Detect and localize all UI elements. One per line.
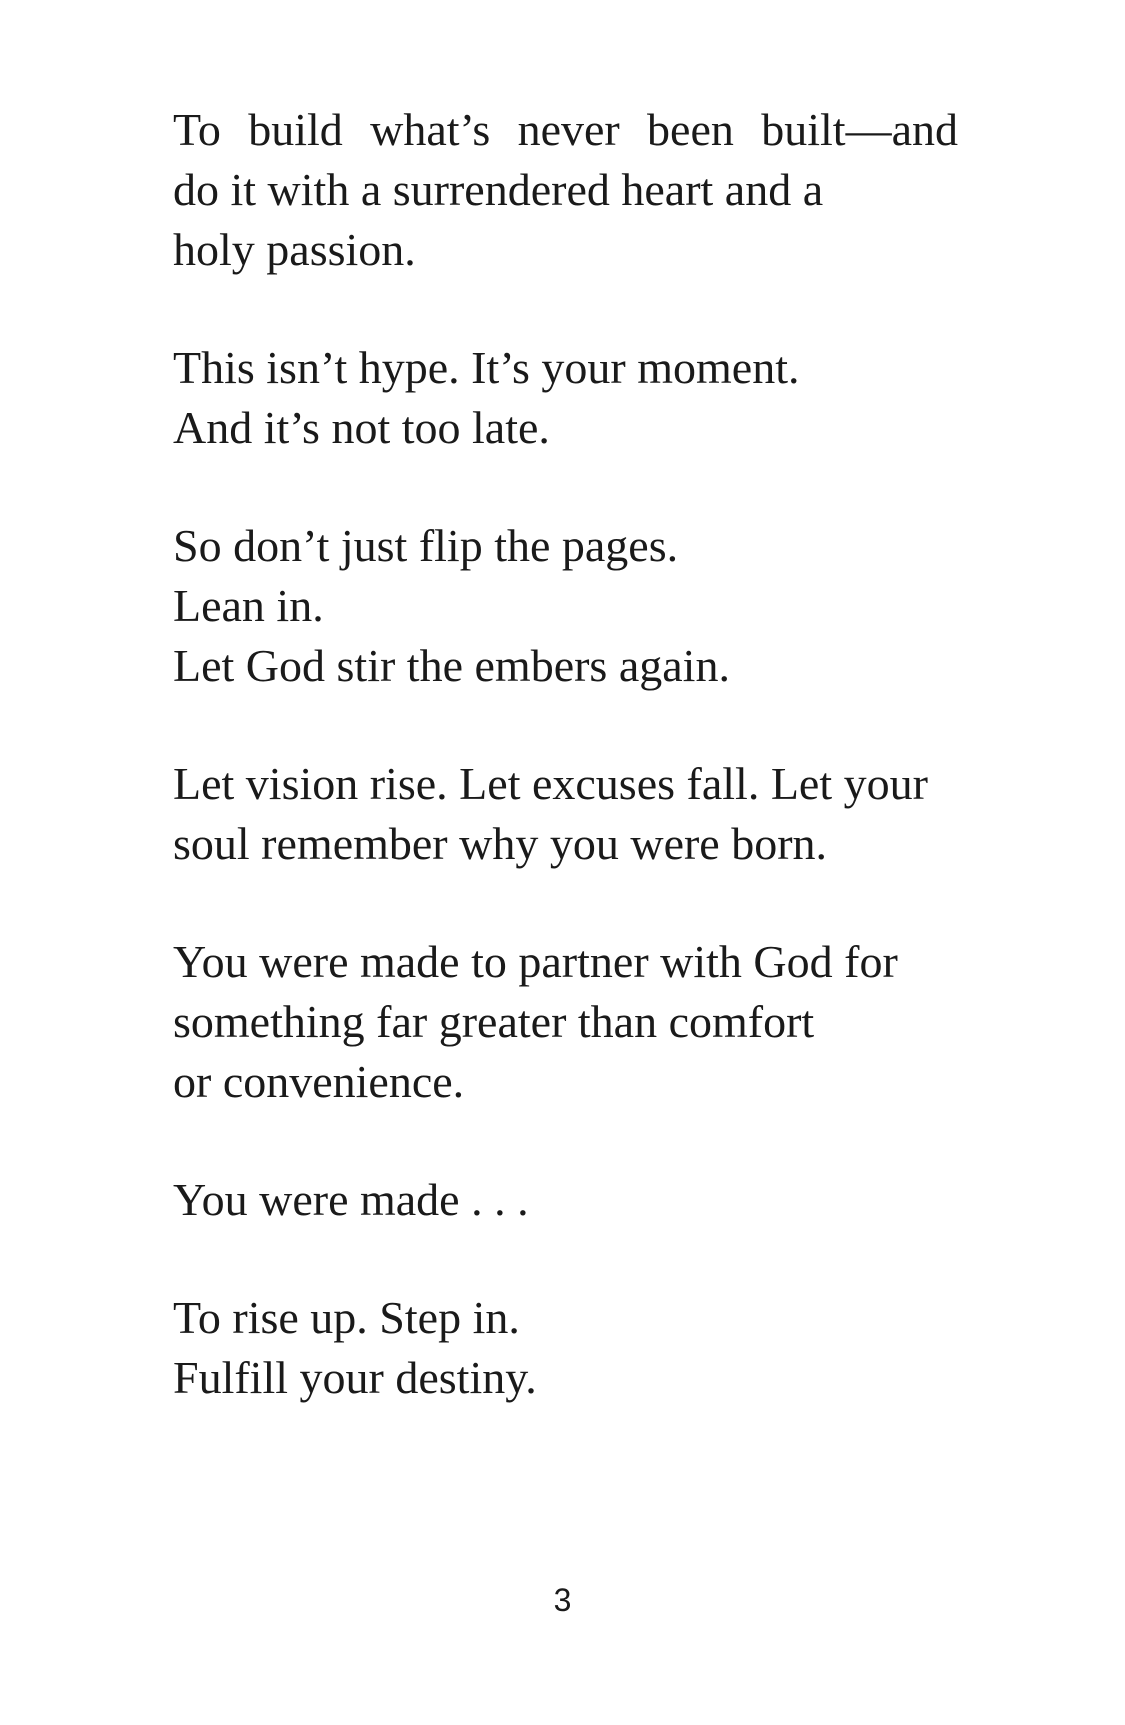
page-number: 3: [553, 1582, 572, 1618]
paragraph-6: [173, 1170, 958, 1230]
paragraph-3: [173, 516, 958, 696]
text-line: So don’t just flip the pages.: [173, 520, 679, 571]
text-line: To rise up. Step in.: [173, 1292, 520, 1343]
text-line: do it with a surrendered heart and a: [173, 164, 824, 215]
paragraph-7: [173, 1288, 958, 1408]
text-line: Let vision rise. Let excuses fall. Let your: [173, 758, 928, 809]
paragraph-5: [173, 932, 958, 1112]
body-text: [173, 100, 958, 1466]
paragraph-1: [173, 100, 958, 280]
text-line: soul remember why you were born.: [173, 818, 828, 869]
text-line: And it’s not too late.: [173, 402, 550, 453]
text-line: Let God stir the embers again.: [173, 640, 730, 691]
text-line: holy passion.: [173, 224, 416, 275]
text-line: You were made . . .: [173, 1174, 529, 1225]
text-line: This isn’t hype. It’s your moment.: [173, 342, 800, 393]
text-line: You were made to partner with God for: [173, 936, 898, 987]
text-line: Fulfill your destiny.: [173, 1352, 537, 1403]
text-line: Lean in.: [173, 580, 324, 631]
paragraph-2: [173, 338, 958, 458]
text-line: something far greater than comfort: [173, 996, 815, 1047]
paragraph-4: [173, 754, 958, 874]
text-line: or convenience.: [173, 1056, 465, 1107]
text-line: To build what’s never been built—and: [173, 104, 958, 155]
